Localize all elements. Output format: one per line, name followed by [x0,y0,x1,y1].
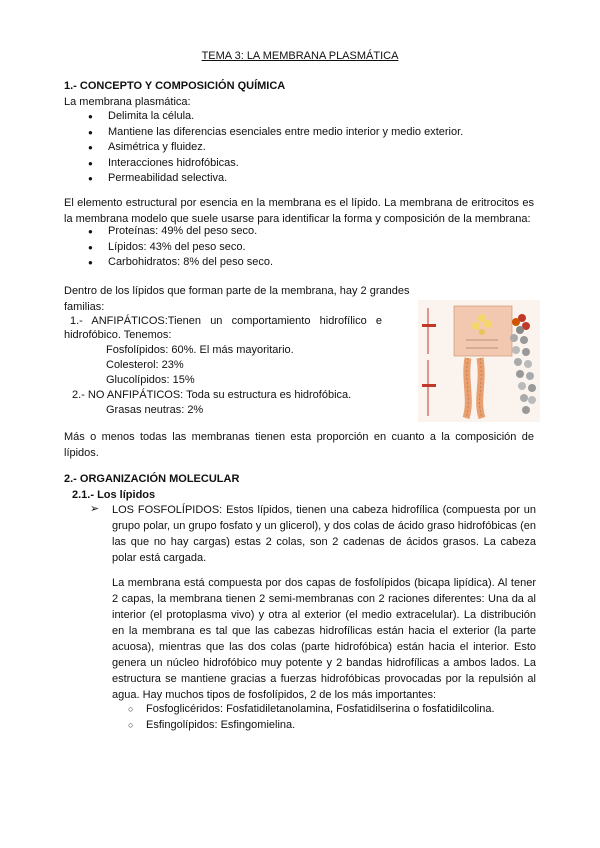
membrane-properties-list [88,109,528,187]
list-item: ● Proteínas: 49% del peso seco. [88,224,528,240]
list-item: ● Delimita la célula. [88,109,528,125]
list-item: ● Asimétrica y fluidez. [88,140,528,156]
list-item: ● Permeabilidad selectiva. [88,171,528,187]
colesterol-item: Colesterol: 23% [106,359,184,371]
lipid-proportion-summary: Más o menos todas las membranas tienen esta proporción en cuanto a la composición de lípidos. [64,431,534,459]
fosfolipidos-description: LOS FOSFOLÍPIDOS: Estos lípidos, tienen una cabeza hidrofílica (compuesta por un grupo polar, un grupo fosfato y un glicerol), y dos colas de ácido graso hidrofóbicas (en las que no hay cargas) estas 2 colas, son 2 cadenas de ácidos grasos. La cabeza polar está cargada. [112,504,536,564]
no-anfipaticos-line: 2.- NO ANFIPÁTICOS: Toda su estructura es hidrofóbica. [72,389,352,401]
anfipaticos-line: 1.- ANFIPÁTICOS:Tienen un comportamiento hidrofílico e [70,315,382,327]
structural-element-paragraph: El elemento estructural por esencia en la membrana es el lípido. La membrana de eritrocitos es la membrana modelo que suele usarse para identificar la forma y composición de la membrana: [64,197,534,225]
phospholipid-diagram [418,300,540,422]
subsection-lipids-heading: 2.1.- Los lípidos [72,489,156,501]
phospholipid-illustration [418,300,540,422]
list-item: ○ Fosfoglicéridos: Fosfatidiletanolamina, Fosfatidilserina o fosfatidilcolina. [128,701,528,717]
bilayer-paragraph: La membrana está compuesta por dos capas de fosfolípidos (bicapa lipídica). Al tener 2 capas, la membrana tienen 2 semi-membranas con 2 raciones diferentes: Una da al interior (el protoplasma vivo) y otra al exterior (el medio extracelular). La distribución en la membrana es tal que las cabezas hidrofílicas están hacia el exterior (la parte acuosa), mientras que las dos colas (parte hidrofóbica) están hacia el interior. Esto genera un núcleo hidrofóbico muy potente y 2 bandas hidrofílicas a ambos lados. La estructura se mantiene gracias a fuerzas hidrofóbicas provocadas por la repulsión al agua. Hay muchos tipos de fosfolípidos, 2 de los más importantes: [112,577,536,701]
grasas-neutras-item: Grasas neutras: 2% [106,404,204,416]
anfipaticos-line-2: hidrofóbico. Tenemos: [64,329,172,341]
section-1-heading: 1.- CONCEPTO Y COMPOSICIÓN QUÍMICA [64,80,286,92]
list-item: ● Mantiene las diferencias esenciales entre medio interior y medio exterior. [88,125,528,141]
lipid-families-intro: Dentro de los lípidos que forman parte de la membrana, hay 2 grandes familias: [64,285,410,313]
list-item: ● Interacciones hidrofóbicas. [88,156,528,172]
glucolipidos-item: Glucolípidos: 15% [106,374,195,386]
composition-list [88,224,528,271]
list-item: ○ Esfingolípidos: Esfingomielina. [128,717,528,733]
phospholipid-types-list [128,701,528,733]
fosfolipidos-item: Fosfolípidos: 60%. El más mayoritario. [106,344,294,356]
arrow-bullet-icon: ➢ [90,503,100,515]
section-2-heading: 2.- ORGANIZACIÓN MOLECULAR [64,473,240,485]
list-item: ● Lípidos: 43% del peso seco. [88,240,528,256]
document-title: TEMA 3: LA MEMBRANA PLASMÁTICA [201,50,399,62]
list-item: ● Carbohidratos: 8% del peso seco. [88,255,528,271]
membrane-intro: La membrana plasmática: [64,96,191,108]
